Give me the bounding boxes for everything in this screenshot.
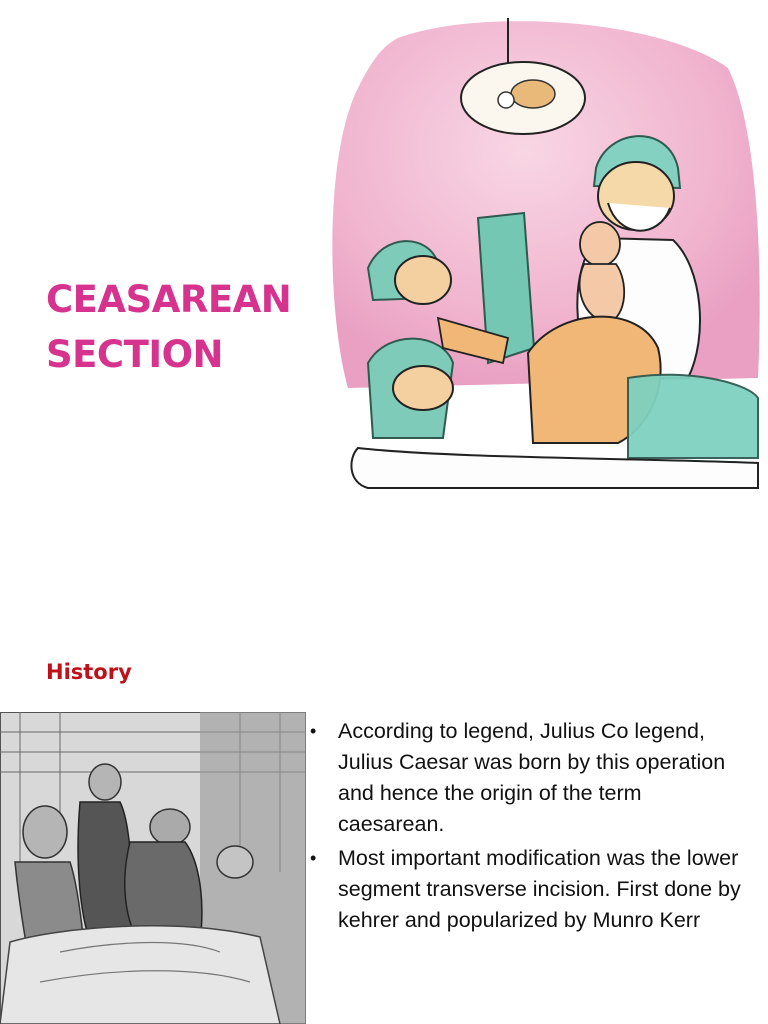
history-bullet-list	[308, 716, 748, 939]
cesarean-illustration	[328, 18, 768, 504]
baby-figure	[580, 222, 625, 323]
bullet-text: According to legend, Julius Co legend, Julius Caesar was born by this operation and hence the origin of the term caesarean.	[338, 719, 726, 836]
title-line-2: SECTION	[46, 333, 224, 376]
slide-title	[46, 272, 306, 382]
bullet-text: Most important modification was the lower segment transverse incision. First done by kehrer and popularized by Munro Kerr	[338, 846, 741, 932]
history-heading: History	[46, 660, 132, 684]
historical-engraving	[0, 712, 306, 1024]
bullet-item	[308, 843, 748, 936]
bullet-item	[308, 716, 748, 840]
bullet-icon: •	[310, 721, 317, 741]
bullet-icon: •	[310, 848, 317, 868]
title-line-1: CEASAREAN	[46, 278, 292, 321]
